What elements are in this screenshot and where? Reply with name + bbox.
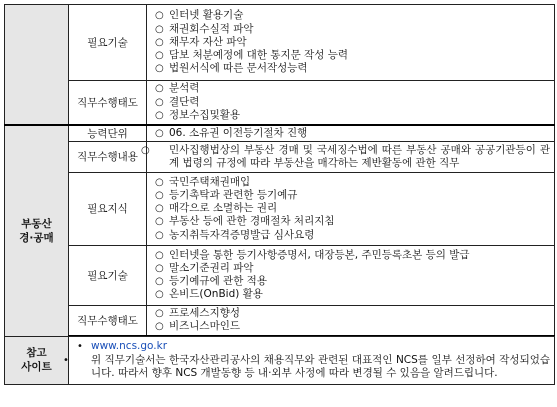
content-text: 민사집행법상의 부동산 경매 및 국세징수법에 따른 부동산 공매와 공공기관등이 관계 법령의 규정에 따라 부동산을 매각하는 제반활동에 관한 직무 [169, 143, 550, 169]
content-label: 직무수행내용 [69, 141, 147, 172]
list-item: ○ 인터넷을 통한 등기사항증명서, 대장등본, 주민등록초본 등의 발급 [155, 248, 470, 261]
prev-skills-label: 필요기술 [69, 5, 147, 81]
list-item: ○ 등기촉탁과 관련한 등기예규 [155, 188, 298, 201]
circle-bullet-icon: ○ [155, 263, 164, 274]
reference-label-line1: 참고 [26, 347, 47, 360]
list-item: ○ 부동산 등에 관한 경매절차 처리지침 [155, 215, 335, 228]
list-item: ○ 정보수집및활용 [155, 108, 241, 121]
list-item: ○ 채무자 자산 파악 [155, 35, 247, 48]
auction-attitude-label: 직무수행태도 [69, 305, 147, 336]
circle-bullet-icon: ○ [155, 96, 164, 108]
knowledge-list [147, 172, 555, 245]
knowledge-label: 필요지식 [69, 172, 147, 245]
circle-bullet-icon: ○ [155, 109, 164, 121]
auction-skills-label: 필요기술 [69, 245, 147, 305]
circle-bullet-icon: ○ [155, 63, 164, 75]
reference-note: 위 직무기술서는 한국자산관리공사의 채용직무와 관련된 대표적인 NCS를 일부 선정하여 작성되었습니다. 따라서 향후 NCS 개발동향 등 내·외부 사정에 따라 변경될 수 있음을 알려드립니다. [91, 353, 550, 379]
circle-bullet-icon: ○ [155, 83, 164, 95]
circle-bullet-icon: ○ [155, 308, 164, 320]
content-cell [141, 141, 555, 172]
circle-bullet-icon: ○ [155, 176, 164, 188]
auction-category-line1: 부동산 [21, 217, 52, 230]
auction-skills-list [147, 245, 555, 305]
list-item: ○ 분석력 [155, 82, 200, 95]
list-item: ○ 비즈니스마인드 [155, 320, 241, 333]
auction-category-line2: 경·공매 [19, 231, 54, 244]
circle-bullet-icon: ○ [155, 127, 164, 139]
circle-bullet-icon: ○ [155, 203, 164, 215]
list-item: ○ 인터넷 활용기술 [155, 9, 244, 22]
circle-bullet-icon: ○ [155, 189, 164, 201]
circle-bullet-icon: ○ [155, 321, 164, 333]
list-item: ○ 국민주택채권매입 [155, 175, 251, 188]
list-item: ○ 말소기준권리 파악 [155, 262, 254, 274]
circle-bullet-icon: ○ [155, 249, 164, 261]
ncs-site-link[interactable]: www.ncs.go.kr [91, 340, 168, 353]
list-item: ○ 프로세스지향성 [155, 307, 241, 320]
list-item: ○ 매각으로 소멸하는 권리 [155, 202, 278, 215]
circle-bullet-icon: ○ [155, 229, 164, 241]
prev-skills-list [147, 5, 555, 81]
job-description-table [4, 4, 555, 385]
dot-bullet-icon: • [63, 354, 69, 366]
circle-bullet-icon: ○ [155, 23, 164, 35]
circle-bullet-icon: ○ [155, 50, 164, 62]
reference-content-cell [63, 336, 555, 384]
list-item [77, 340, 550, 353]
circle-bullet-icon: ○ [155, 289, 164, 301]
circle-bullet-icon: ○ [155, 10, 164, 22]
auction-category-cell [5, 125, 69, 337]
unit-label: 능력단위 [69, 125, 147, 142]
circle-bullet-icon: ○ [155, 36, 164, 48]
list-item [63, 353, 550, 380]
list-item: ○ 농지취득자격증명발급 심사요령 [155, 228, 315, 241]
list-item: ○ 결단력 [155, 95, 200, 108]
dot-bullet-icon: • [77, 341, 83, 353]
list-item: ○ 법원서식에 따른 문서작성능력 [155, 62, 308, 75]
list-item: ○ 등기예규에 관한 적용 [155, 275, 267, 288]
reference-category-cell [5, 336, 69, 384]
prev-attitude-label: 직무수행태도 [69, 81, 147, 125]
circle-bullet-icon: ○ [155, 216, 164, 228]
unit-value-cell [147, 125, 555, 142]
reference-label-line2: 사이트 [21, 361, 52, 374]
prev-attitude-list [147, 81, 555, 125]
circle-bullet-icon: ○ [155, 276, 164, 288]
unit-value: 06. 소유권 이전등기절차 진행 [169, 126, 308, 139]
list-item: ○ 채권회수실적 파악 [155, 22, 254, 35]
circle-bullet-icon: ○ [141, 144, 150, 156]
list-item: ○ 온비드(OnBid) 활용 [155, 288, 263, 301]
prev-category-cell [5, 5, 69, 125]
auction-attitude-list [147, 305, 555, 336]
list-item: ○ 담보 처분예정에 대한 통지문 작성 능력 [155, 49, 348, 62]
